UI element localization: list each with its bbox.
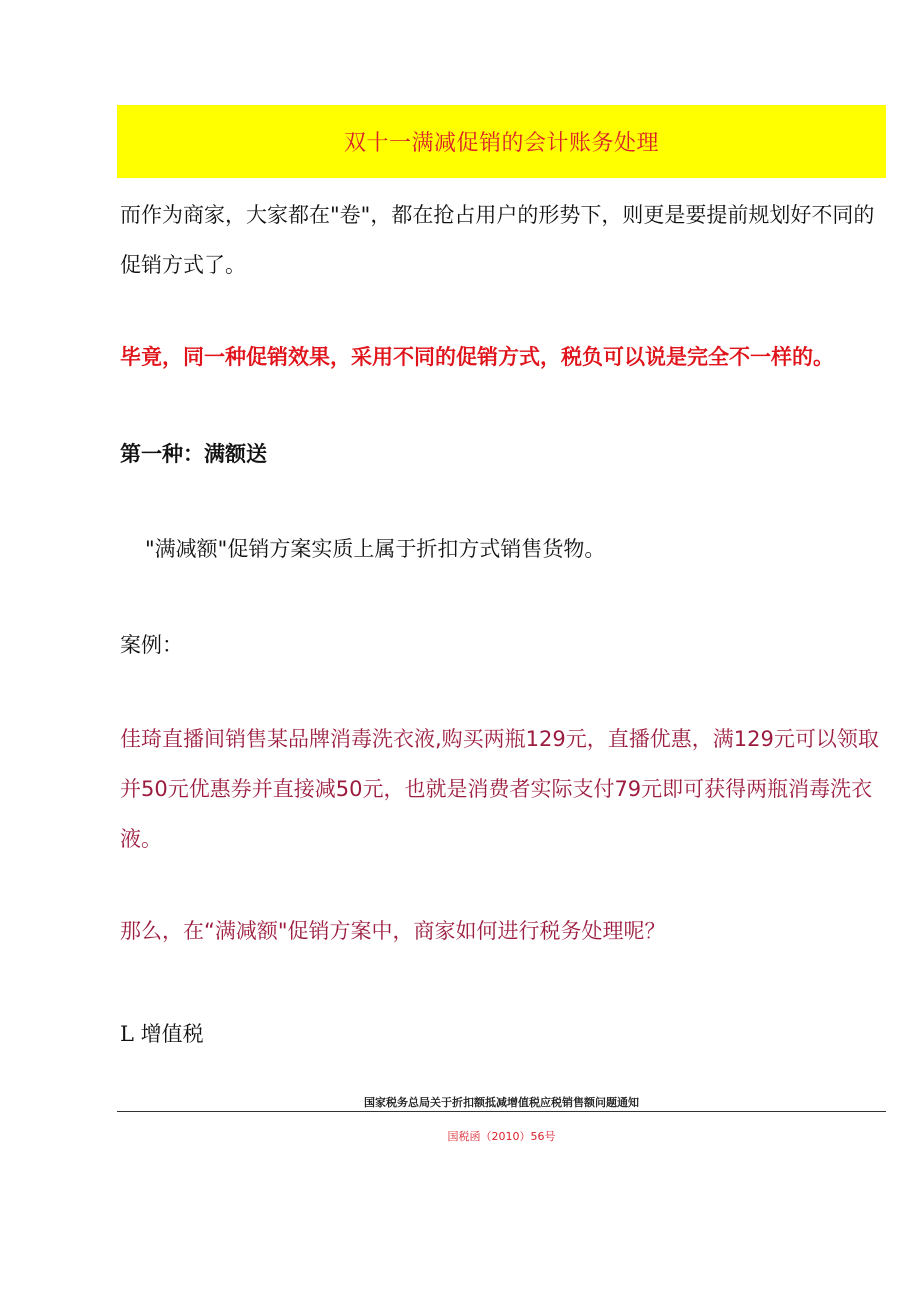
case-label: 案例： (120, 633, 183, 657)
case-paragraph: 佳琦直播间销售某品牌消毒洗衣液,购买两瓶129元，直播优惠，满129元可以领取并50元优惠券并直接减50元，也就是消费者实际支付79元即可获得两瓶消毒洗衣液。 (120, 727, 879, 851)
footer-divider (117, 1111, 886, 1112)
definition-paragraph: "满减额"促销方案实质上属于折扣方式销售货物。 (145, 537, 606, 561)
intro-paragraph: 而作为商家，大家都在"卷"，都在抢占用户的形势下，则更是要提前规划好不同的促销方式了。 (120, 203, 875, 277)
vat-label: 增值税 (140, 1022, 204, 1046)
footer-doc-number: 国税函（2010）56号 (447, 1130, 556, 1143)
vat-prefix: L (120, 1022, 134, 1046)
document-title: 双十一满减促销的会计账务处理 (343, 131, 659, 156)
warning-paragraph: 毕竟，同一种促销效果，采用不同的促销方式，税负可以说是完全不一样的。 (120, 345, 834, 369)
footer-title: 国家税务总局关于折扣额抵减增值税应税销售额问题通知 (364, 1096, 639, 1109)
vat-heading (120, 1009, 890, 1059)
title-band (117, 105, 886, 178)
section-heading: 第一种：满额送 (120, 442, 267, 466)
question-paragraph: 那么，在“满减额"促销方案中，商家如何进行税务处理呢？ (120, 919, 666, 943)
